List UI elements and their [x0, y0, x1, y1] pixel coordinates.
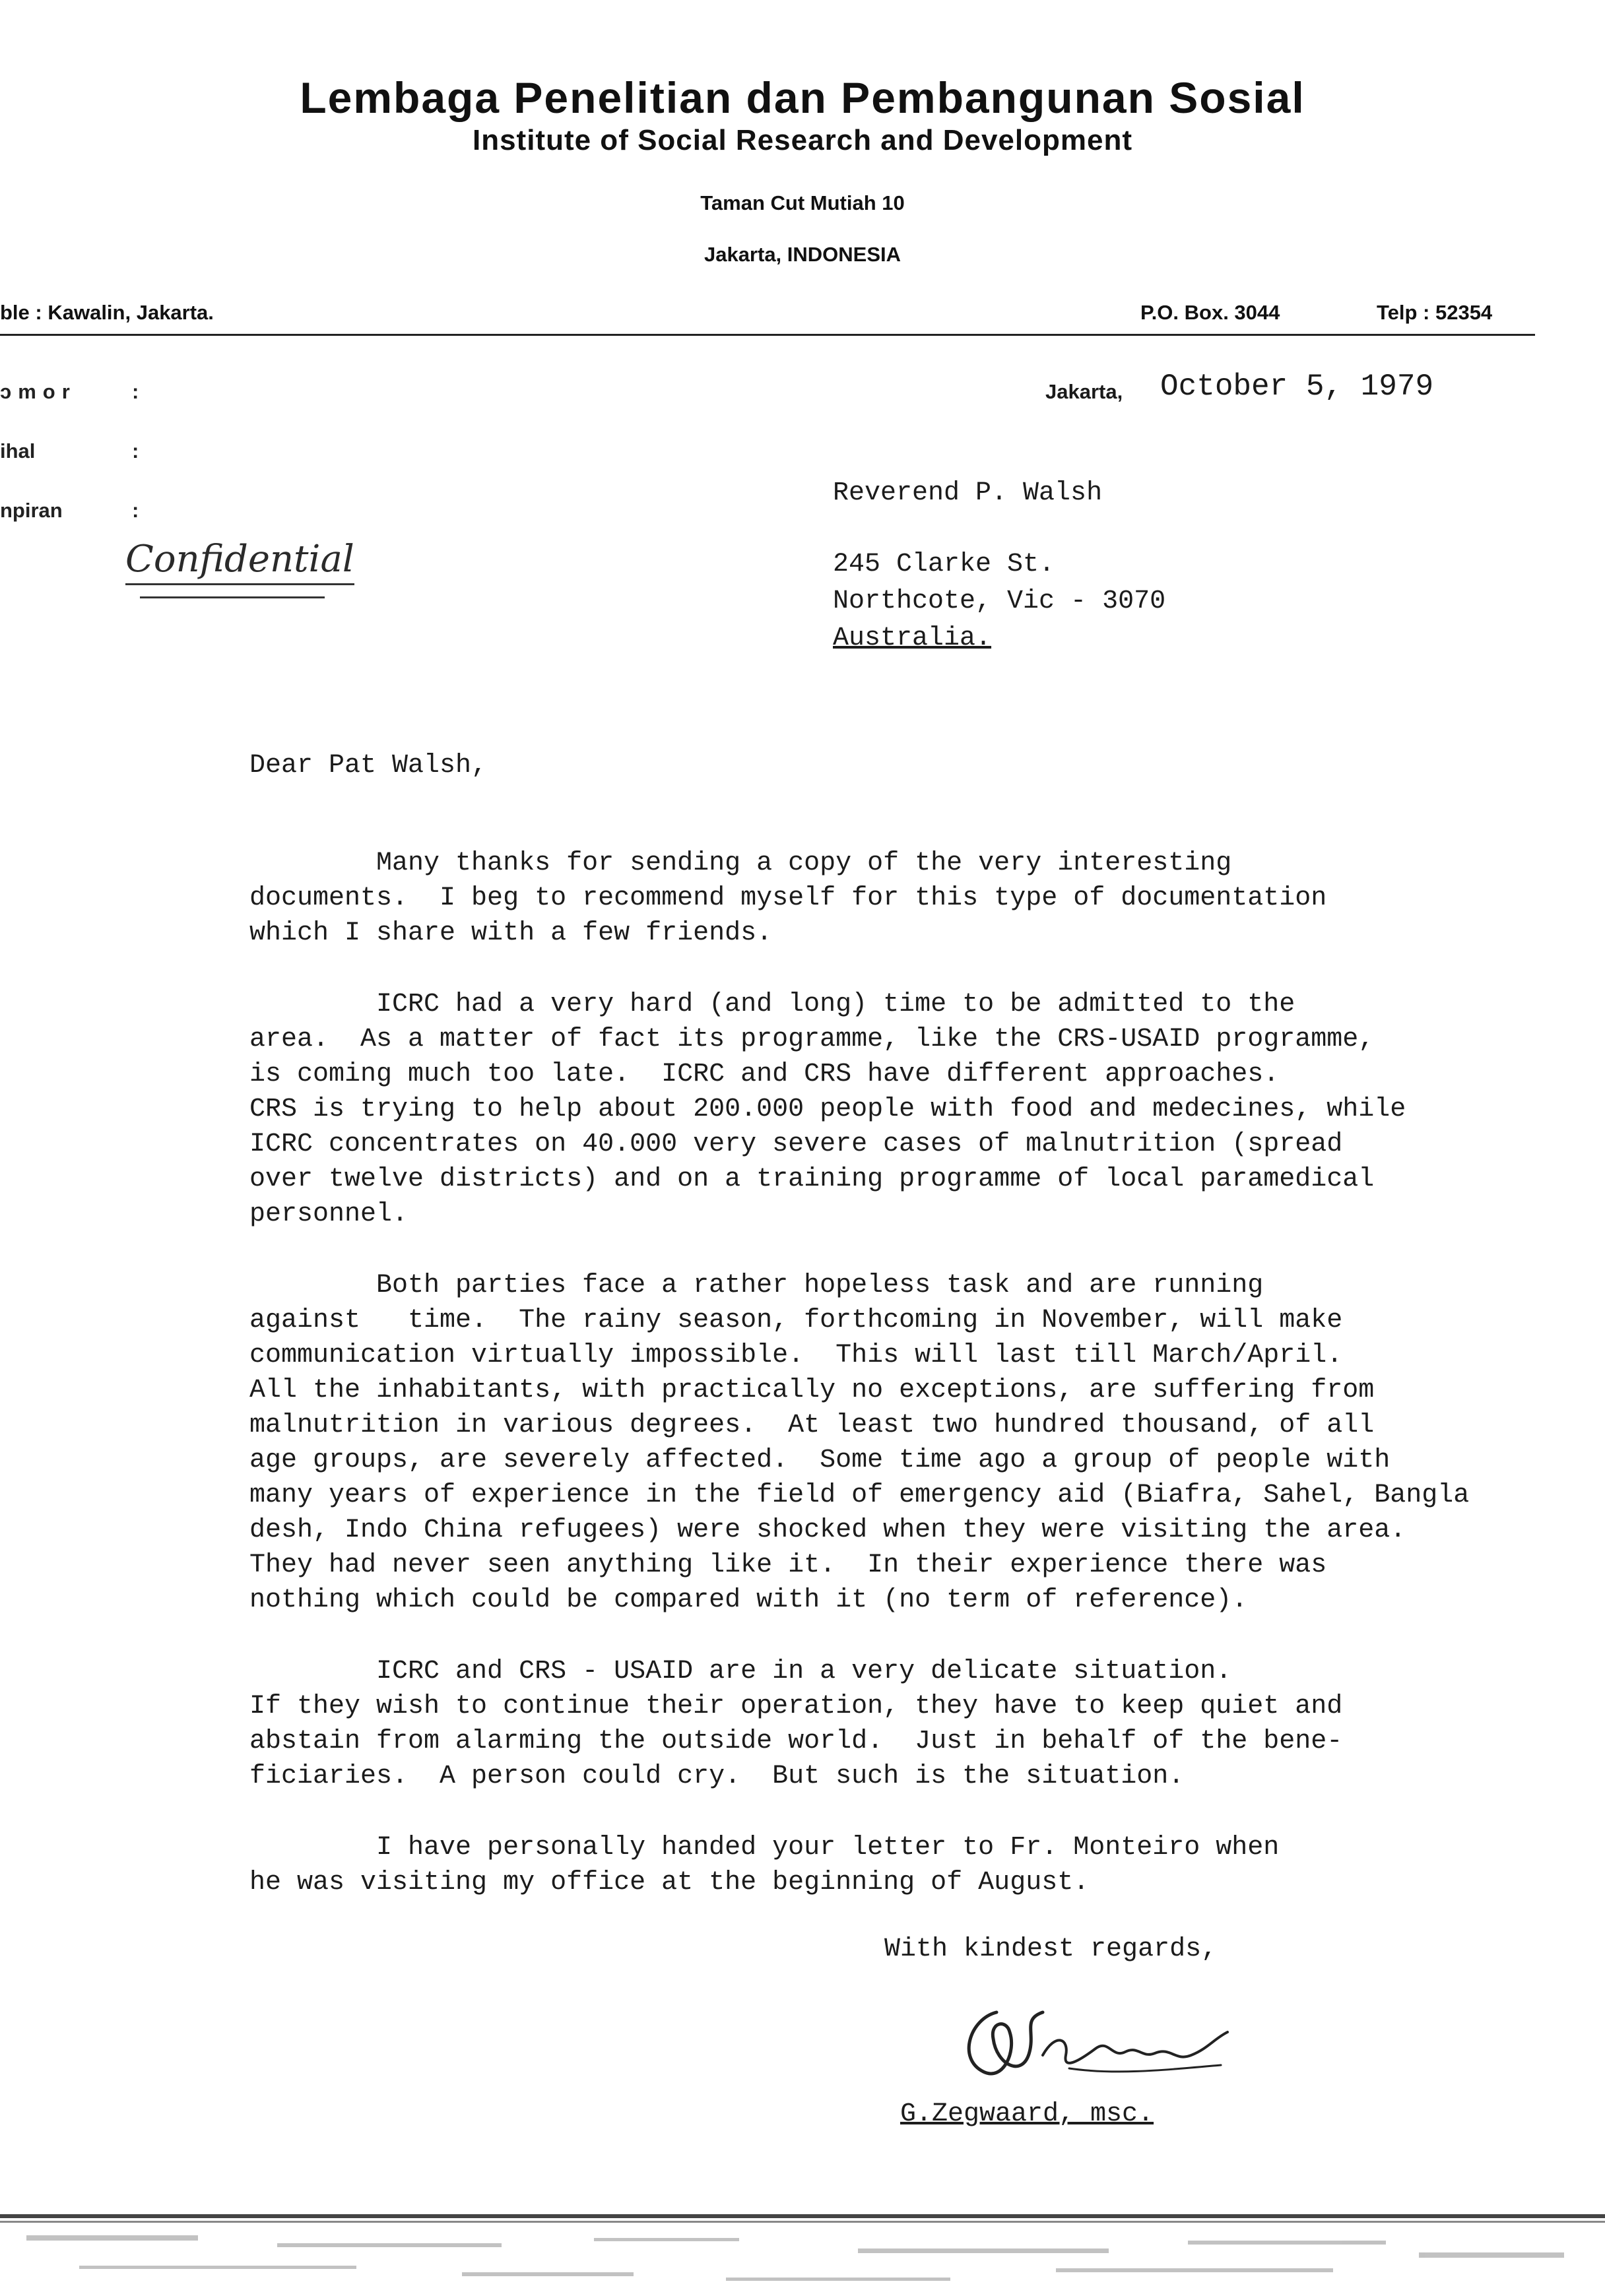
letterhead-rule — [0, 334, 1535, 336]
handwritten-signature — [944, 1993, 1261, 2091]
paragraph-thanks: Many thanks for sending a copy of the very interesting documents. I beg to recommend myself for this type of documentation which I share with a few friends. — [249, 848, 1327, 948]
org-street: Taman Cut Mutiah 10 — [700, 191, 905, 214]
date-place: Jakarta, — [1045, 380, 1123, 403]
field-nomor-label: ɔmor — [0, 380, 77, 403]
confidential-marking: Confidential — [125, 538, 354, 585]
recipient-gap — [833, 512, 1165, 546]
scan-noise-border — [0, 2209, 1605, 2296]
paragraph-situation: Both parties face a rather hopeless task and are running against time. The rainy season, forthcoming in November, will make communication virtually impossible. This will last till March/April. All the inhabitants, with practically no exceptions, are suffering from malnutrition in various degrees. At least two hundred thousand, of all age groups, are severely affected. Some time ago a group of people with many years of experience in the field of emergency aid (Biafra, Sahel, Bangla desh, Indo China refugees) were shocked when they were visiting the area. They had never seen anything like it. In their experience there was nothing which could be compared with it (no term of reference). — [249, 1271, 1470, 1615]
salutation: Dear Pat Walsh, — [249, 751, 488, 781]
org-city: Jakarta, INDONESIA — [704, 243, 901, 266]
paragraph-monteiro: I have personally handed your letter to Fr. Monteiro when he was visiting my office at the beginning of August. — [249, 1833, 1280, 1897]
confidential-underline — [140, 596, 325, 598]
recipient-city: Northcote, Vic - 3070 — [833, 587, 1166, 616]
signer-name: G.Zegwaard, msc. — [900, 2099, 1154, 2129]
field-perihal-label: ihal — [0, 439, 36, 462]
recipient-address — [833, 475, 1165, 657]
recipient-country: Australia. — [833, 623, 992, 653]
org-name-english: Institute of Social Research and Development — [472, 124, 1132, 156]
field-perihal — [0, 439, 139, 463]
paragraph-delicate: ICRC and CRS - USAID are in a very delicate situation. If they wish to continue their operation, they have to keep quiet and abstain from alarming the outside world. Just in behalf of the bene- ficiaries. A person could cry. But such is the situation. — [249, 1657, 1343, 1791]
field-lampiran — [0, 499, 139, 523]
letter-date: October 5, 1979 — [1160, 369, 1434, 404]
po-box: P.O. Box. 3044 — [1140, 301, 1280, 324]
field-nomor — [0, 380, 146, 404]
paragraph-icrc: ICRC had a very hard (and long) time to be admitted to the area. As a matter of fact its programme, like the CRS-USAID programme, is coming much too late. ICRC and CRS have different approaches. CRS is trying to help about 200.000 people with food and medecines, while ICRC concentrates on 40.000 very severe cases of malnutrition (spread over twelve districts) and on a training programme of local paramedical personnel. — [249, 990, 1406, 1229]
recipient-street: 245 Clarke St. — [833, 550, 1055, 579]
closing: With kindest regards, — [884, 1934, 1218, 1964]
letter-body — [249, 846, 1556, 1936]
field-perihal-colon: : — [132, 439, 139, 462]
field-lampiran-label: npiran — [0, 499, 63, 522]
org-name-indonesian: Lembaga Penelitian dan Pembangunan Sosial — [300, 73, 1305, 122]
field-nomor-colon: : — [132, 380, 146, 403]
telephone: Telp : 52354 — [1377, 301, 1493, 324]
cable-address: ble : Kawalin, Jakarta. — [0, 301, 214, 324]
recipient-name: Reverend P. Walsh — [833, 478, 1103, 508]
field-lampiran-colon: : — [132, 499, 139, 522]
